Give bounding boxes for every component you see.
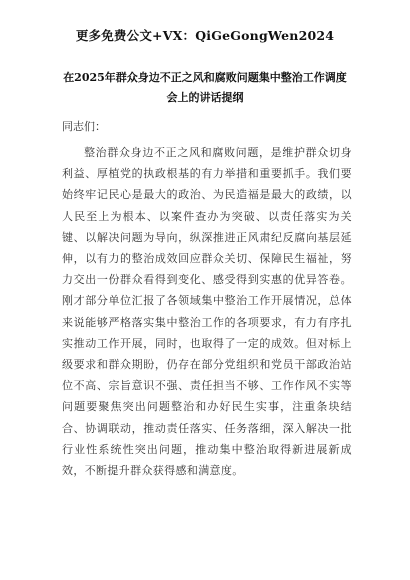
document-title: 在2025年群众身边不正之风和腐败问题集中整治工作调度会上的讲话提纲	[63, 71, 347, 104]
promo-banner: 更多免费公文+VX：QiGeGongWen2024	[75, 28, 335, 43]
salutation: 同志们：	[62, 120, 106, 133]
body-paragraph: 整治群众身边不正之风和腐败问题，是维护群众切身利益、厚植党的执政根基的有力举措和重要抓手。我们要始终牢记民心是最大的政治、为民造福是最大的政绩，以人民至上为根本、以案件查办为突破、以责任落实为关键、以解决问题为导向，纵深推进正风肃纪反腐向基层延伸，以有力的整治成效回应群众关切、保障民生福祉，努力交出一份群众看得到变化、感受得到实惠的优异答卷。刚才部分单位汇报了各领域集中整治工作开展情况，总体来说能够严格落实集中整治工作的各项要求，有力有序扎实推动工作开展，同时，也取得了一定的成效。但对标上级要求和群众期盼，仍存在部分党组织和党员干部政治站位不高、宗旨意识不强、责任担当不够、工作作风不实等问题要聚焦突出问题整治和办好民生实事，注重条块结合、协调联动，推动责任落实、任务落细，深入解决一批行业性系统性突出问题，推动集中整治取得新进展新成效，不断提升群众获得感和满意度。	[62, 146, 352, 478]
